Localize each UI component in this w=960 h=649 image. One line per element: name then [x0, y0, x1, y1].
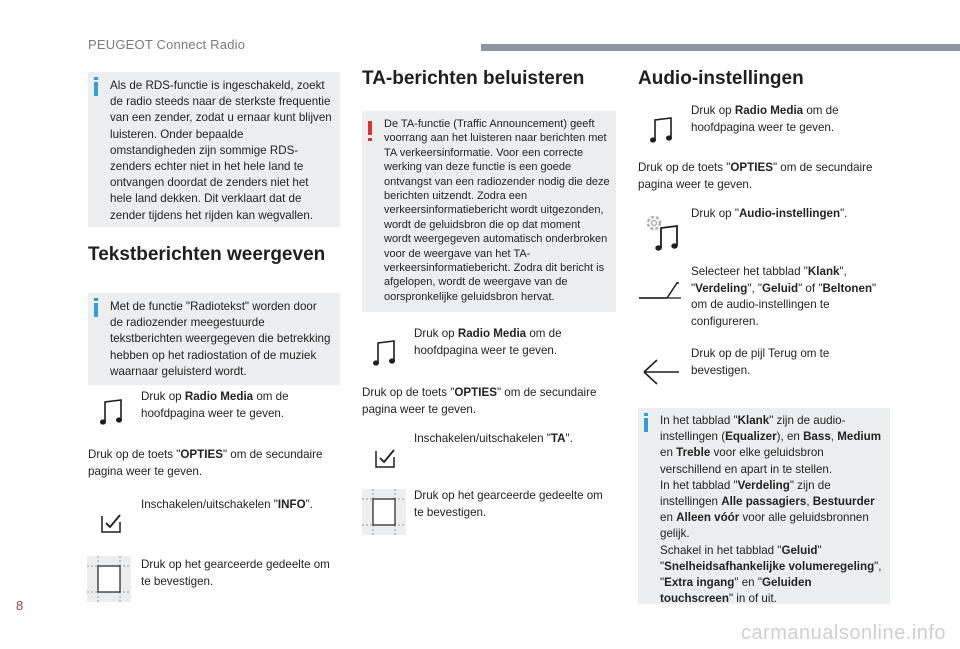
info-icon [94, 303, 98, 317]
music-settings-icon [643, 212, 681, 252]
col3-step5: Druk op de pijl Terug om te bevestigen. [691, 347, 830, 377]
col1-step3: Inschakelen/uitschakelen "INFO". [141, 498, 313, 511]
col3-step1: Druk op Radio Media om de hoofdpagina weer te geven. [691, 104, 839, 134]
music-note-icon [373, 339, 397, 367]
col1-step4: Druk op het gearceerde gedeelte om te bevestigen. [141, 558, 330, 588]
ta-note-text: De TA-functie (Traffic Announcement) geeft voorrang aan het luisteren naar berichten met TA verkeersinformatie. Voor een correcte werking van deze functie is een goede ontvangst van een radiozender nodig die deze berichten uitzendt. Zodra een verkeersinformatiebericht wordt uitgezonden, wordt de geluidsbron die op dat moment wordt weergegeven automatisch onderbroken voor de weergave van het TA-verkeersinformatiebericht. Zodra dit bericht is afgelopen, wordt de weergave van de oorspronkelijke geluidsbron hervat. [384, 118, 610, 303]
tab-icon [637, 279, 681, 301]
info-icon [94, 82, 98, 96]
ta-warning-note [362, 111, 616, 312]
heading-tekstberichten: Tekstberichten weergeven [88, 244, 326, 265]
audio-note-line2: In het tabblad "Verdeling" zijn de instellingen Alle passagiers, Bestuurder en Alleen vóór voor alle geluidsbronnen gelijk. [660, 478, 875, 541]
info-icon [644, 418, 648, 432]
col1-step2: Druk op de toets "OPTIES" om de secundaire pagina weer te geven. [88, 448, 323, 478]
running-header: PEUGEOT Connect Radio [88, 37, 246, 52]
heading-audio-instellingen: Audio-instellingen [638, 68, 804, 89]
col2-step1: Druk op Radio Media om de hoofdpagina weer te geven. [414, 327, 562, 357]
rds-note-text: Als de RDS-functie is ingeschakeld, zoekt de radio steeds naar de sterkste frequentie van een zender, zodat u ernaar kunt blijven luisteren. Onder bepaalde omstandigheden zijn sommige RDS-zenders echter niet in het hele land te ontvangen doordat de zenders niet het hele land dekken. Dit verklaart dat de zender tijdens het rijden kan wegvallen. [110, 79, 332, 222]
col2-step2: Druk op de toets "OPTIES" om de secundaire pagina weer te geven. [362, 386, 597, 416]
col3-step4: Selecteer het tabblad "Klank", "Verdeling", "Geluid" of "Beltonen" om de audio-instellingen te configureren. [691, 265, 877, 328]
warning-icon [368, 121, 372, 135]
music-note-icon [650, 116, 674, 144]
audio-info-note [638, 408, 890, 604]
back-arrow-icon [641, 357, 681, 387]
audio-note-line1: In het tabblad "Klank" zijn de audio-instellingen (Equalizer), en Bass, Medium en Treble voor elke geluidsbron verschillend en apart in te stellen. [660, 414, 882, 476]
shaded-area-icon [362, 489, 406, 535]
page-number: 8 [16, 598, 24, 613]
radiotext-note-text: Met de functie "Radiotekst" worden door de radiozender meegestuurde tekstberichten weergegeven die betrekking hebben op het radiostation of de muziek waarnaar geluisterd wordt. [110, 300, 331, 378]
checkbox-icon [100, 512, 124, 534]
col2-step4: Druk op het gearceerde gedeelte om te bevestigen. [414, 489, 603, 519]
col3-step3: Druk op "Audio-instellingen". [691, 207, 848, 220]
rds-info-note [88, 72, 340, 227]
music-note-icon [100, 398, 124, 426]
col1-step1: Druk op Radio Media om de hoofdpagina weer te geven. [141, 390, 289, 420]
shaded-area-icon [87, 556, 131, 602]
watermark: carmanualsonline.info [740, 622, 946, 644]
audio-note-line3: Schakel in het tabblad "Geluid" "Snelheidsafhankelijke volumeregeling", "Extra ingang" en "Geluiden touchscreen" in of uit. [660, 543, 882, 606]
header-bar [481, 44, 960, 51]
heading-ta-berichten: TA-berichten beluisteren [362, 68, 585, 89]
radiotext-info-note [88, 293, 340, 385]
col2-step3: Inschakelen/uitschakelen "TA". [414, 432, 573, 445]
col3-step2: Druk op de toets "OPTIES" om de secundaire pagina weer te geven. [638, 161, 873, 191]
checkbox-icon [374, 447, 398, 469]
